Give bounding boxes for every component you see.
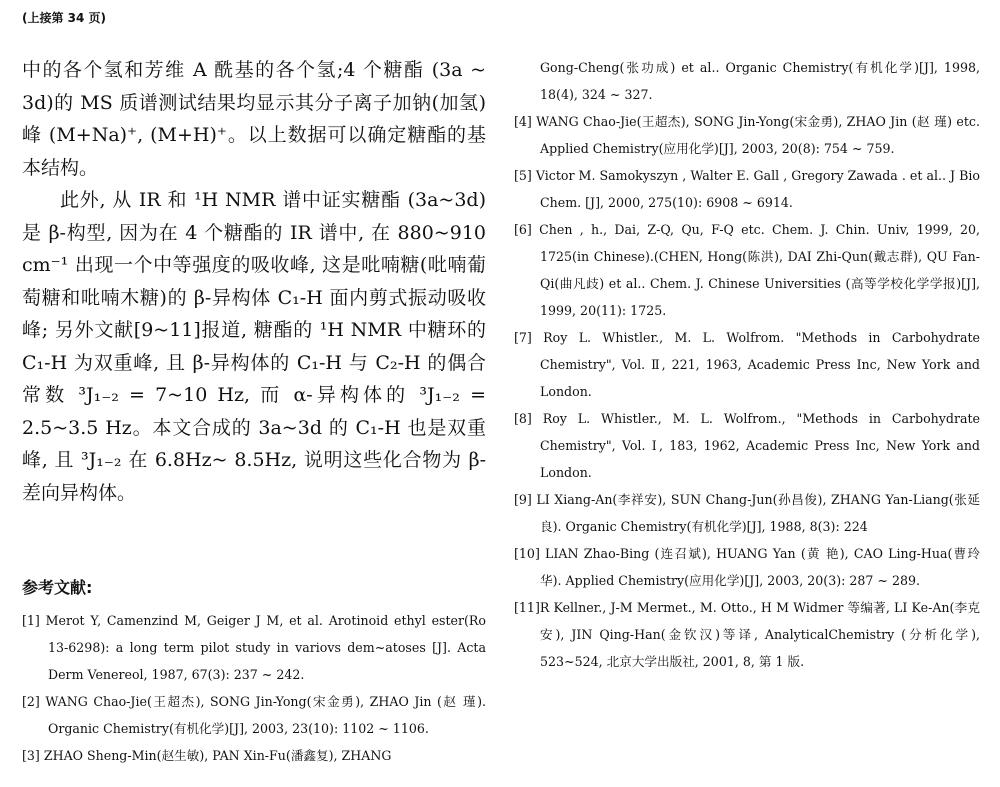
continued-from-note: (上接第 34 页): [22, 11, 107, 25]
body-text: [22, 54, 486, 509]
reference-item-5: [5] Victor M. Samokyszyn , Walter E. Gall , Gregory Zawada . et al.. J Bio Chem. [J], 2000, 275(10): 6908 ~ 6914.: [514, 168, 980, 210]
reference-item-1: [1] Merot Y, Camenzind M, Geiger J M, et al. Arotinoid ethyl ester(Ro 13-6298): a long term pilot study in variovs dem~atoses [J]. Acta Derm Venereol, 1987, 67(3): 237 ~ 242.: [22, 613, 486, 682]
reference-item-10: [10] LIAN Zhao-Bing (连召斌), HUANG Yan (黄 艳), CAO Ling-Hua(曹玲华). Applied Chemistry(应用化学)[J], 2003, 20(3): 287 ~ 289.: [514, 546, 980, 588]
reference-item-7: [7] Roy L. Whistler., M. L. Wolfrom. "Methods in Carbohydrate Chemistry", Vol. Ⅱ, 221, 1963, Academic Press Inc, New York and London.: [514, 330, 980, 399]
reference-item-11: [11]R Kellner., J-M Mermet., M. Otto., H M Widmer 等编著, LI Ke-An(李克安), JIN Qing-Han(金钦汉)等译, AnalyticalChemistry (分析化学), 523~524, 北京大学出版社, 2001, 8, 第 1 版.: [514, 600, 980, 669]
references-heading: 参考文献:: [22, 578, 93, 597]
left-column: [22, 54, 486, 769]
reference-item-4: [4] WANG Chao-Jie(王超杰), SONG Jin-Yong(宋金勇), ZHAO Jin (赵 瑾) etc. Applied Chemistry(应用化学)[J], 2003, 20(8): 754 ~ 759.: [514, 114, 980, 156]
reference-item-3-continued: Gong-Cheng(张功成) et al.. Organic Chemistry(有机化学)[J], 1998, 18(4), 324 ~ 327.: [540, 60, 980, 102]
body-paragraph-2: 此外, 从 IR 和 ¹H NMR 谱中证实糖酯 (3a~3d)是 β-构型, 因为在 4 个糖酯的 IR 谱中, 在 880~910 cm⁻¹ 出现一个中等强度的吸收峰, 这是吡喃糖(吡喃葡萄糖和吡喃木糖)的 β-异构体 C₁-H 面内剪式振动吸收峰; 另外文献[9~11]报道, 糖酯的 ¹H NMR 中糖环的 C₁-H 为双重峰, 且 β-异构体的 C₁-H 与 C₂-H 的偶合常数 ³J₁₋₂ = 7~10 Hz, 而 α-异构体的 ³J₁₋₂ = 2.5~3.5 Hz。本文合成的 3a~3d 的 C₁-H 也是双重峰, 且 ³J₁₋₂ 在 6.8Hz~ 8.5Hz, 说明这些化合物为 β-差向异构体。: [22, 189, 486, 504]
body-paragraph-1: 中的各个氢和芳维 A 酰基的各个氢;4 个糖酯 (3a ~ 3d)的 MS 质谱测试结果均显示其分子离子加钠(加氢)峰 (M+Na)⁺, (M+H)⁺。以上数据可以确定糖酯的基本结构。: [22, 59, 486, 179]
right-column: [514, 54, 980, 675]
reference-item-6: [6] Chen , h., Dai, Z-Q, Qu, F-Q etc. Chem. J. Chin. Univ, 1999, 20, 1725(in Chinese).(CHEN, Hong(陈洪), DAI Zhi-Qun(戴志群), QU Fan-Qi(曲凡歧) et al.. Chem. J. Chinese Universities (高等学校化学学报)[J], 1999, 20(11): 1725.: [514, 222, 980, 318]
reference-item-3: [3] ZHAO Sheng-Min(赵生敏), PAN Xin-Fu(潘鑫复), ZHANG: [22, 748, 392, 763]
reference-item-2: [2] WANG Chao-Jie(王超杰), SONG Jin-Yong(宋金勇), ZHAO Jin (赵 瑾). Organic Chemistry(有机化学)[J], 2003, 23(10): 1102 ~ 1106.: [22, 694, 486, 736]
reference-item-8: [8] Roy L. Whistler., M. L. Wolfrom., "Methods in Carbohydrate Chemistry", Vol. Ⅰ, 183, 1962, Academic Press Inc, New York and London.: [514, 411, 980, 480]
reference-item-9: [9] LI Xiang-An(李祥安), SUN Chang-Jun(孙昌俊), ZHANG Yan-Liang(张延良). Organic Chemistry(有机化学)[J], 1988, 8(3): 224: [514, 492, 980, 534]
